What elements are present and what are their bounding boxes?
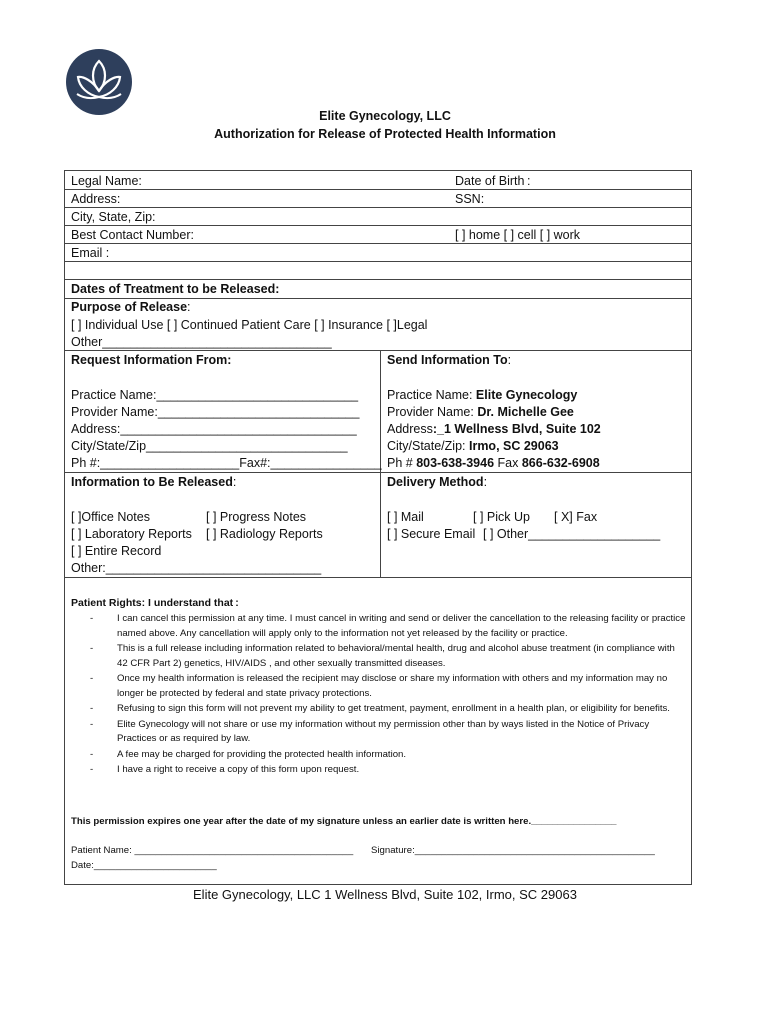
form-title: Authorization for Release of Protected Health Information — [214, 127, 556, 141]
list-item: - I can cancel this permission at any time. I must cancel in writing and send or deliver the cancellation to the releasing facility or practice named above. Any cancellation will apply only to the information not yet released by the facility or practice. — [90, 613, 686, 639]
expiry-date-field[interactable]: This permission expires one year after the date of my signature unless an earlier date is written here.________________ — [71, 816, 617, 827]
request-practice-field[interactable]: Practice Name:_____________________________ — [71, 388, 359, 402]
send-fax-label: Fax — [494, 456, 522, 470]
info-other-field[interactable]: Other:_______________________________ — [71, 561, 322, 575]
list-item: - A fee may be charged for providing the protected health information. — [90, 748, 407, 760]
rights-item-text: Refusing to sign this form will not prevent my ability to get treatment, payment, enrollment in a health plan, or eligibility for benefits. — [117, 703, 670, 714]
rights-item-text: Once my health information is released the recipient may disclose or share my information with others and my information may no longer be protected by federal and state privacy protections. — [117, 673, 668, 699]
purpose-label — [71, 300, 191, 314]
rights-item-text: A fee may be charged for providing the protected health information. — [117, 748, 407, 760]
info-released-colon: : — [232, 475, 237, 489]
treatment-dates-label[interactable]: Dates of Treatment to be Released: — [71, 282, 280, 296]
lab-reports-option[interactable]: [ ] Laboratory Reports — [71, 527, 192, 541]
rights-item-text: I have a right to receive a copy of this form upon request. — [117, 764, 360, 775]
send-provider-value: Dr. Michelle Gee — [477, 405, 574, 419]
send-address — [387, 422, 601, 436]
authorization-form — [64, 170, 692, 885]
address-field[interactable]: Address: — [71, 192, 121, 206]
request-phone-fax-field[interactable]: Ph #:____________________Fax#:________________ — [71, 456, 382, 470]
request-city-field[interactable]: City/State/Zip_____________________________ — [71, 439, 348, 453]
purpose-colon: : — [187, 300, 191, 314]
send-practice — [387, 388, 577, 402]
date-field[interactable]: Date:_______________________ — [71, 860, 217, 871]
list-item: - Refusing to sign this form will not prevent my ability to get treatment, payment, enrollment in a health plan, or eligibility for benefits. — [90, 703, 670, 714]
send-phone-value: 803-638-3946 — [416, 456, 495, 470]
purpose-options[interactable]: [ ] Individual Use [ ] Continued Patient Care [ ] Insurance [ ]Legal — [71, 318, 428, 332]
city-state-zip-field[interactable]: City, State, Zip: — [71, 210, 156, 224]
secure-email-option[interactable]: [ ] Secure Email — [387, 527, 476, 541]
footer-address: Elite Gynecology, LLC 1 Wellness Blvd, Suite 102, Irmo, SC 29063 — [193, 887, 577, 902]
entire-record-option[interactable]: [ ] Entire Record — [71, 544, 162, 558]
send-city — [387, 439, 559, 453]
company-name: Elite Gynecology, LLC — [319, 109, 451, 123]
send-address-label: Address — [387, 422, 433, 436]
rights-item-text: This is a full release including information related to behavioral/mental health, drug and alcohol abuse treatment (in compliance with 42 CFR Part 2) genetics, HIV/AIDS , and other sexually transmitted diseases. — [117, 643, 675, 669]
legal-name-field[interactable]: Legal Name: — [71, 174, 142, 188]
patient-name-field[interactable]: Patient Name: _________________________________________ — [71, 845, 354, 856]
email-field[interactable]: Email : — [71, 246, 110, 260]
contact-number-field[interactable]: Best Contact Number: — [71, 228, 194, 242]
send-city-label: City/State/Zip: — [387, 439, 469, 453]
send-phone-fax — [387, 456, 600, 470]
send-city-value: Irmo, SC 29063 — [468, 439, 559, 453]
request-provider-field[interactable]: Provider Name:_____________________________ — [71, 405, 360, 419]
progress-notes-option[interactable]: [ ] Progress Notes — [206, 510, 307, 524]
dob-field[interactable]: Date of Birth : — [455, 174, 531, 188]
lotus-logo-icon — [66, 49, 132, 115]
purpose-other-field[interactable]: Other_________________________________ — [71, 335, 332, 349]
list-item: - I have a right to receive a copy of this form upon request. — [90, 764, 360, 775]
send-practice-label: Practice Name: — [387, 388, 476, 402]
fax-option[interactable]: [ X] Fax — [554, 510, 598, 524]
patient-rights-title: Patient Rights: I understand that : — [71, 597, 239, 609]
list-item: - This is a full release including information related to behavioral/mental health, drug and alcohol abuse treatment (in compliance with 42 CFR Part 2) genetics, HIV/AIDS , and other sexually transmitted diseases. — [90, 643, 675, 669]
info-released-heading-text: Information to Be Released — [71, 475, 233, 489]
radiology-reports-option[interactable]: [ ] Radiology Reports — [206, 527, 323, 541]
pickup-option[interactable]: [ ] Pick Up — [473, 510, 530, 524]
send-address-value: :_1 Wellness Blvd, Suite 102 — [432, 422, 601, 436]
delivery-heading — [387, 475, 487, 489]
mail-option[interactable]: [ ] Mail — [387, 510, 424, 524]
ssn-field[interactable]: SSN: — [455, 192, 485, 206]
list-item: - Elite Gynecology will not share or use my information without my permission other than by ways listed in the Notice of Privacy Practices or as required by law. — [90, 718, 650, 744]
delivery-colon: : — [483, 475, 488, 489]
info-released-heading — [71, 475, 236, 489]
request-from-heading: Request Information From: — [71, 353, 232, 367]
delivery-heading-text: Delivery Method — [387, 475, 484, 489]
send-phone-label: Ph # — [387, 456, 417, 470]
patient-rights-list — [87, 612, 687, 779]
send-to-heading-text: Send Information To — [387, 353, 508, 367]
rights-item-text: I can cancel this permission at any time. I must cancel in writing and send or deliver the cancellation to the releasing facility or practice named above. Any cancellation will apply only to the information not yet released by the facility or practice. — [117, 613, 686, 639]
delivery-other-field[interactable]: [ ] Other___________________ — [483, 527, 661, 541]
list-item: - Once my health information is released the recipient may disclose or share my information with others and my information may no longer be protected by federal and state privacy protections. — [90, 673, 668, 699]
purpose-heading: Purpose of Release — [71, 300, 188, 314]
send-to-colon: : — [507, 353, 512, 367]
send-to-heading — [387, 353, 511, 367]
signature-field[interactable]: Signature:_____________________________________________ — [371, 845, 655, 856]
send-provider-label: Provider Name: — [387, 405, 478, 419]
contact-type-options[interactable]: [ ] home [ ] cell [ ] work — [455, 228, 581, 242]
send-fax-value: 866-632-6908 — [521, 456, 600, 470]
send-practice-value: Elite Gynecology — [475, 388, 578, 402]
send-provider — [387, 405, 574, 419]
request-address-field[interactable]: Address:__________________________________ — [71, 422, 357, 436]
office-notes-option[interactable]: [ ]Office Notes — [71, 510, 150, 524]
rights-item-text: Elite Gynecology will not share or use my information without my permission other than by ways listed in the Notice of Privacy Practices or as required by law. — [117, 718, 650, 744]
